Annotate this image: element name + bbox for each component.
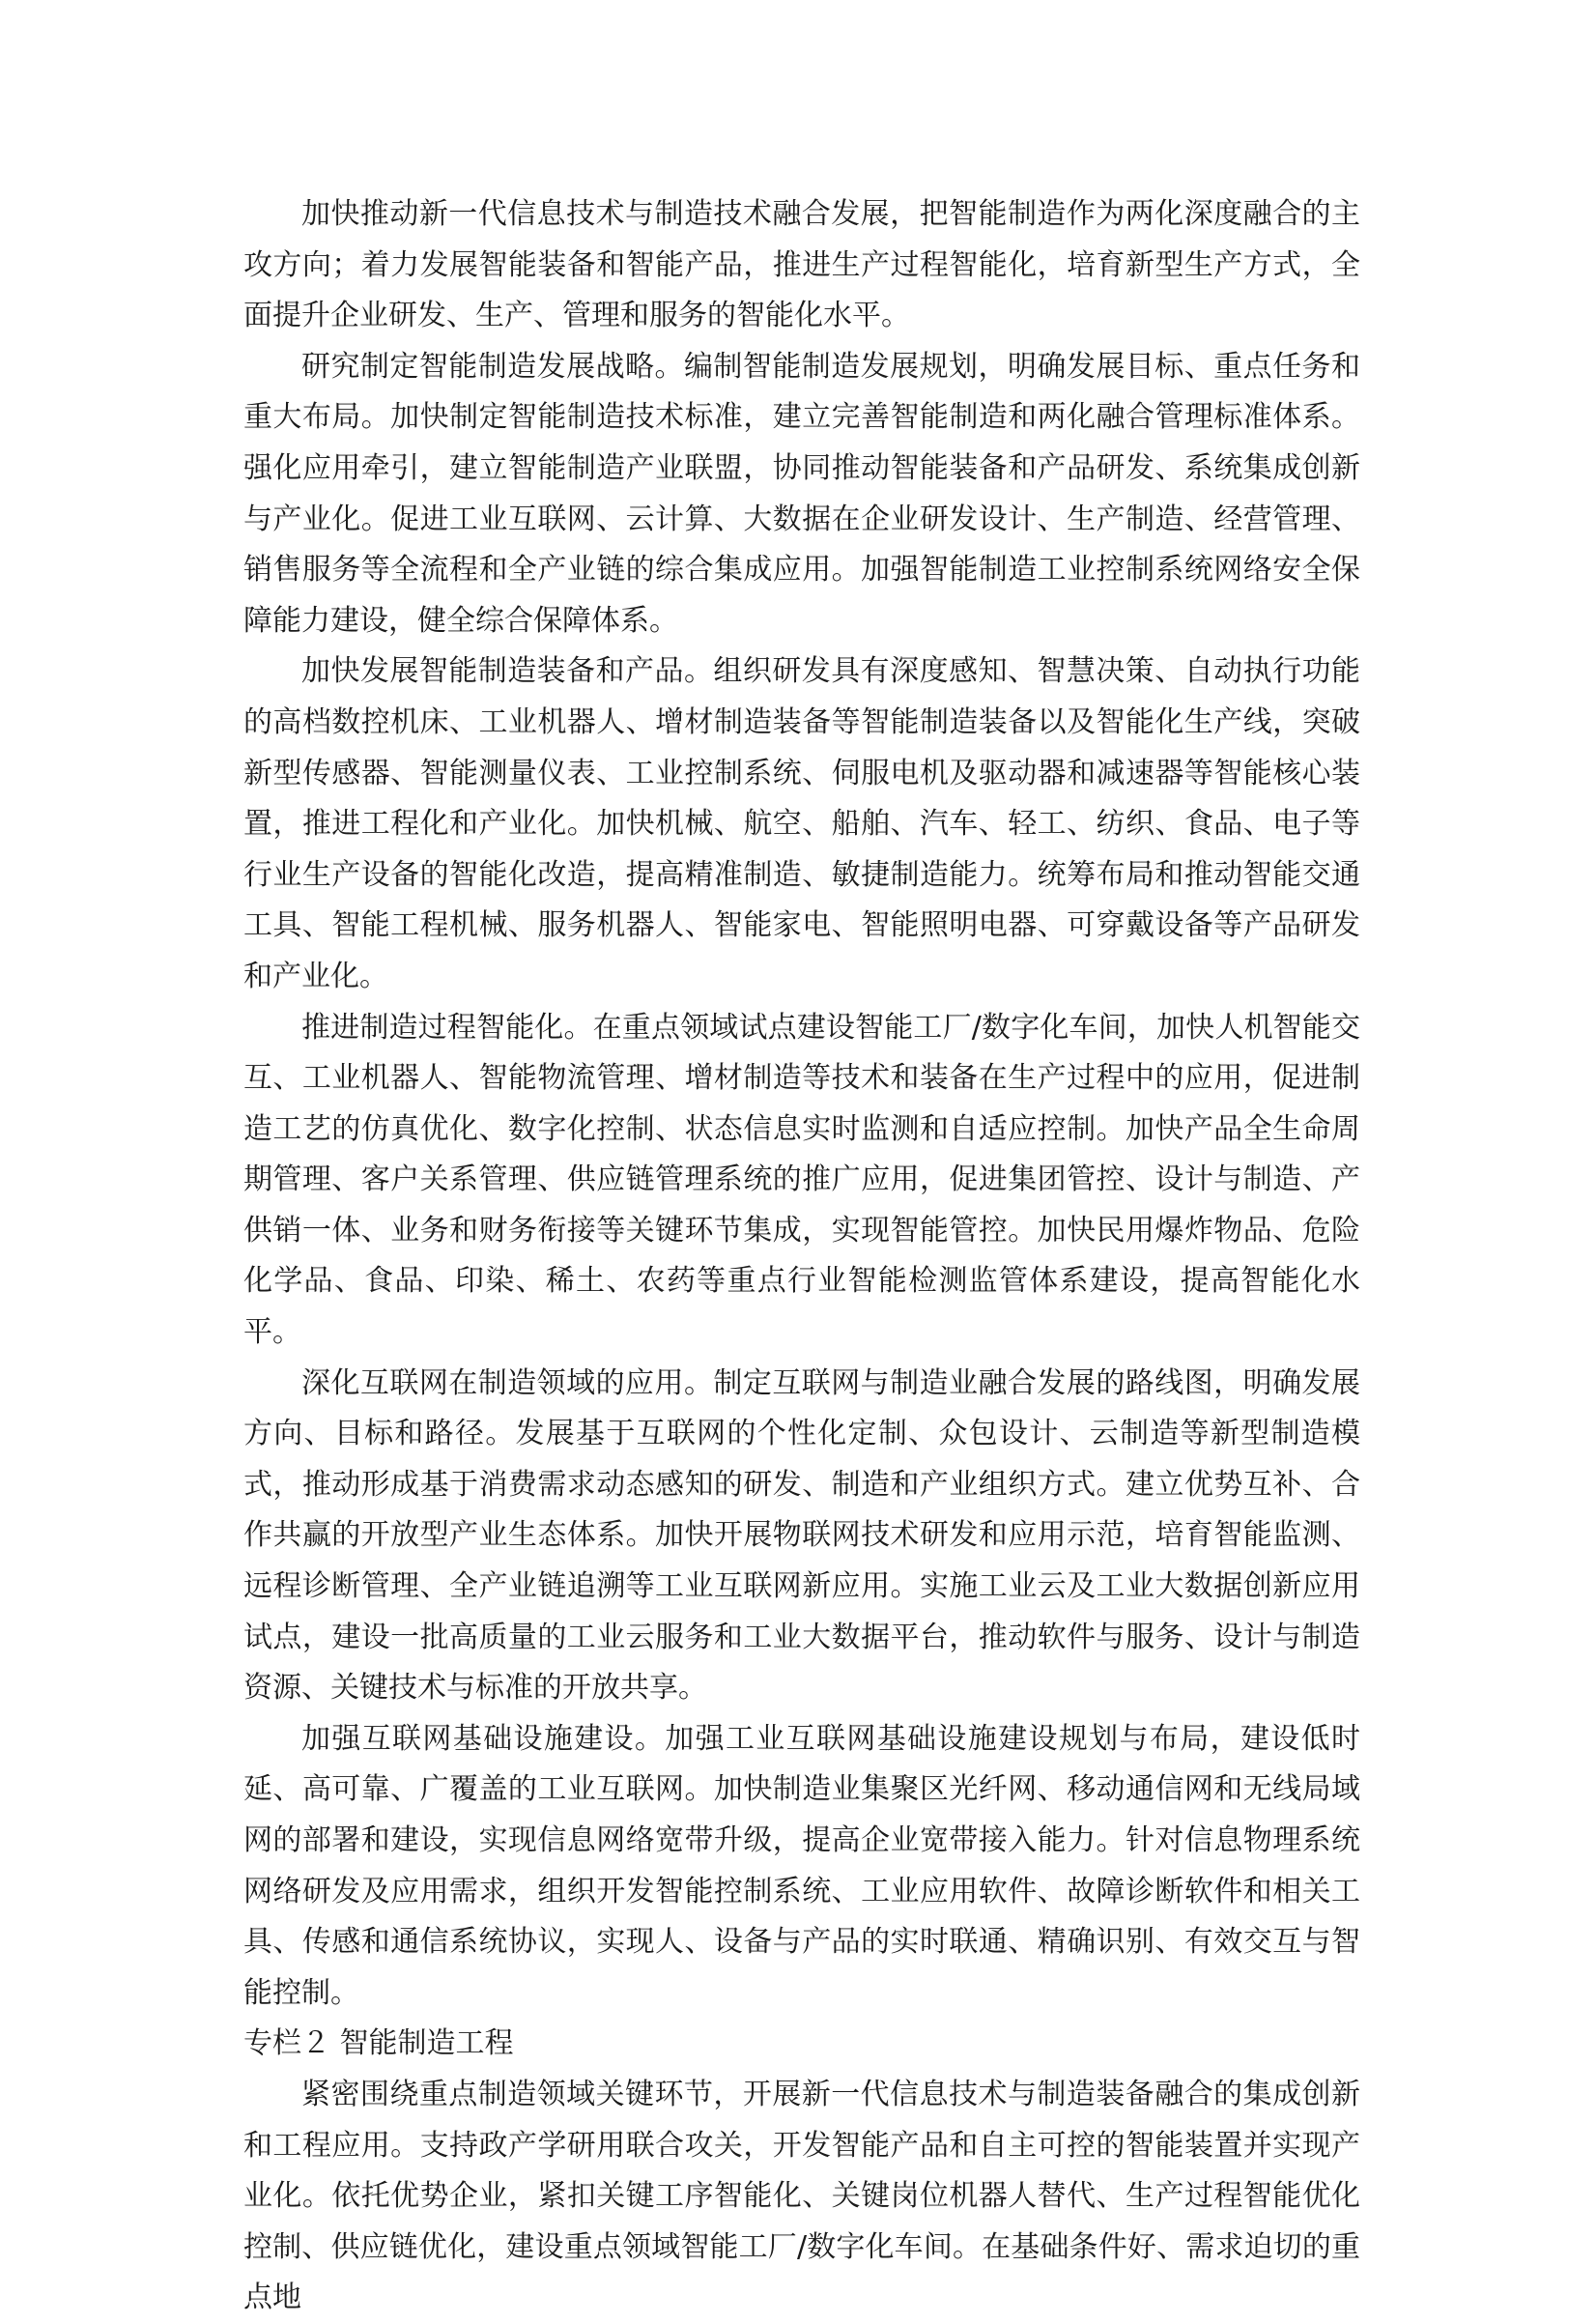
column-box-paragraph: 紧密围绕重点制造领域关键环节，开展新一代信息技术与制造装备融合的集成创新和工程应用。支持政产学研用联合攻关，开发智能产品和自主可控的智能装置并实现产业化。依托优势企业，紧扣关键工序智能化、关键岗位机器人替代、生产过程智能优化控制、供应链优化，建设重点领域智能工厂/数字化车间。在基础条件好、需求迫切的重点地 <box>243 2077 1360 2315</box>
paragraph-internet-application: 深化互联网在制造领域的应用。制定互联网与制造业融合发展的路线图，明确发展方向、目标和路径。发展基于互联网的个性化定制、众包设计、云制造等新型制造模式，推动形成基于消费需求动态感知的研发、制造和产业组织方式。建立优势互补、合作共赢的开放型产业生态体系。加快开展物联网技术研发和应用示范，培育智能监测、远程诊断管理、全产业链追溯等工业互联网新应用。实施工业云及工业大数据创新应用试点，建设一批高质量的工业云服务和工业大数据平台，推动软件与服务、设计与制造资源、关键技术与标准的开放共享。 <box>243 1365 1360 1706</box>
document-page <box>243 189 1360 2324</box>
paragraph-equipment: 加快发展智能制造装备和产品。组织研发具有深度感知、智慧决策、自动执行功能的高档数控机床、工业机器人、增材制造装备等智能制造装备以及智能化生产线，突破新型传感器、智能测量仪表、工业控制系统、伺服电机及驱动器和减速器等智能核心装置，推进工程化和产业化。加快机械、航空、船舶、汽车、轻工、纺织、食品、电子等行业生产设备的智能化改造，提高精准制造、敏捷制造能力。统筹布局和推动智能交通工具、智能工程机械、服务机器人、智能家电、智能照明电器、可穿戴设备等产品研发和产业化。 <box>243 654 1360 993</box>
column-box-title: 专栏２ 智能制造工程 <box>243 2026 514 2061</box>
paragraph-strategy: 研究制定智能制造发展战略。编制智能制造发展规划，明确发展目标、重点任务和重大布局。加快制定智能制造技术标准，建立完善智能制造和两化融合管理标准体系。强化应用牵引，建立智能制造产业联盟，协同推动智能装备和产品研发、系统集成创新与产业化。促进工业互联网、云计算、大数据在企业研发设计、生产制造、经营管理、销售服务等全流程和全产业链的综合集成应用。加强智能制造工业控制系统网络安全保障能力建设，健全综合保障体系。 <box>243 349 1360 638</box>
paragraph-intro: 加快推动新一代信息技术与制造技术融合发展，把智能制造作为两化深度融合的主攻方向；着力发展智能装备和智能产品，推进生产过程智能化，培育新型生产方式，全面提升企业研发、生产、管理和服务的智能化水平。 <box>243 197 1360 333</box>
paragraph-process: 推进制造过程智能化。在重点领域试点建设智能工厂/数字化车间，加快人机智能交互、工业机器人、智能物流管理、增材制造等技术和装备在生产过程中的应用，促进制造工艺的仿真优化、数字化控制、状态信息实时监测和自适应控制。加快产品全生命周期管理、客户关系管理、供应链管理系统的推广应用，促进集团管控、设计与制造、产供销一体、业务和财务衔接等关键环节集成，实现智能管控。加快民用爆炸物品、危险化学品、食品、印染、稀土、农药等重点行业智能检测监管体系建设，提高智能化水平。 <box>243 1010 1360 1350</box>
paragraph-infrastructure: 加强互联网基础设施建设。加强工业互联网基础设施建设规划与布局，建设低时延、高可靠、广覆盖的工业互联网。加快制造业集聚区光纤网、移动通信网和无线局域网的部署和建设，实现信息网络宽带升级，提高企业宽带接入能力。针对信息物理系统网络研发及应用需求，组织开发智能控制系统、工业应用软件、故障诊断软件和相关工具、传感和通信系统协议，实现人、设备与产品的实时联通、精确识别、有效交互与智能控制。 <box>243 1721 1360 2010</box>
